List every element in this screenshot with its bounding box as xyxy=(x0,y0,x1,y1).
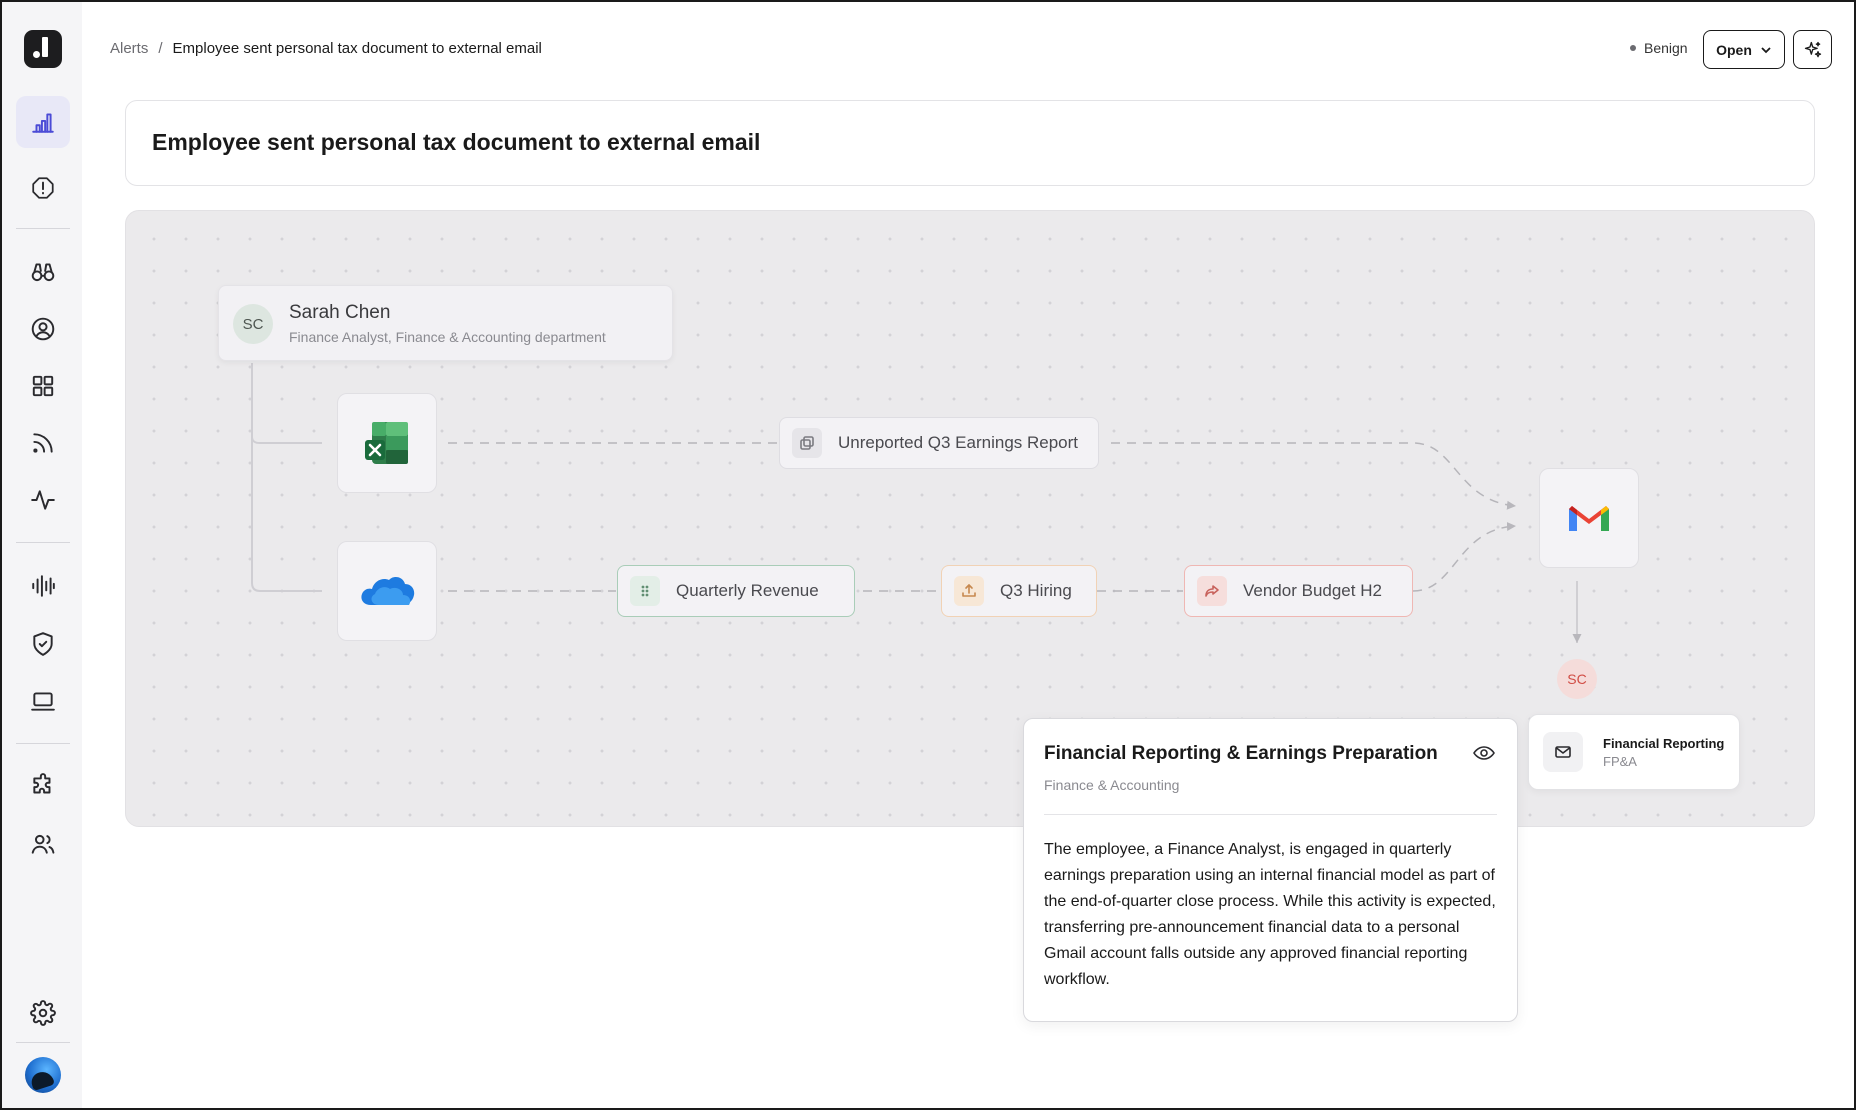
excel-icon xyxy=(362,418,412,468)
activity-detail-panel xyxy=(1023,718,1518,1022)
nav-separator xyxy=(16,1042,70,1043)
nav-separator xyxy=(16,228,70,229)
shield-check-icon xyxy=(30,631,56,657)
nav-settings[interactable] xyxy=(16,987,70,1039)
person-avatar: SC xyxy=(233,304,273,344)
eye-icon xyxy=(1472,741,1496,765)
node-vendor-icon-wrap xyxy=(1197,576,1227,606)
ai-assistant-button[interactable] xyxy=(1793,30,1832,69)
status-label: Benign xyxy=(1644,40,1688,56)
node-vendor-label: Vendor Budget H2 xyxy=(1243,581,1382,600)
rss-icon xyxy=(30,430,56,456)
breadcrumb-current: Employee sent personal tax document to external email xyxy=(172,40,542,57)
view-details-button[interactable] xyxy=(1472,741,1496,765)
gmail-app-tile[interactable] xyxy=(1539,468,1639,568)
laptop-icon xyxy=(30,688,56,714)
excel-app-tile[interactable] xyxy=(337,393,437,493)
gmail-icon xyxy=(1566,501,1612,535)
recipient-icon-wrap xyxy=(1543,732,1583,772)
node-hiring-icon-wrap xyxy=(954,576,984,606)
breadcrumb-separator: / xyxy=(158,40,163,57)
grid-icon xyxy=(30,373,56,399)
node-revenue-icon-wrap xyxy=(630,576,660,606)
nav-teams[interactable] xyxy=(16,818,70,870)
detail-title: Financial Reporting & Earnings Preparation xyxy=(1044,743,1438,764)
nav-policies[interactable] xyxy=(16,618,70,670)
alert-title-card xyxy=(125,100,1815,186)
nav-devices[interactable] xyxy=(16,675,70,727)
node-earnings-icon-wrap xyxy=(792,428,822,458)
node-hiring-label: Q3 Hiring xyxy=(1000,581,1072,600)
nav-alerts[interactable] xyxy=(16,162,70,214)
upload-icon xyxy=(961,583,977,599)
nav-activity[interactable] xyxy=(16,474,70,526)
onedrive-cloud-icon xyxy=(357,571,417,611)
person-card[interactable] xyxy=(218,285,673,361)
users-icon xyxy=(30,831,56,857)
alert-circle-icon xyxy=(30,175,56,201)
person-name: Sarah Chen xyxy=(289,302,391,323)
recipient-name: Financial Reporting xyxy=(1603,736,1725,751)
user-avatar[interactable] xyxy=(25,1057,61,1093)
breadcrumb-alerts-link[interactable]: Alerts xyxy=(110,40,149,57)
nav-investigate[interactable] xyxy=(16,246,70,298)
node-revenue-label: Quarterly Revenue xyxy=(676,581,819,600)
node-earnings-label: Unreported Q3 Earnings Report xyxy=(838,433,1079,452)
mail-icon xyxy=(1554,743,1572,761)
audio-waveform-icon xyxy=(30,573,56,599)
detail-body: The employee, a Finance Analyst, is engaged in quarterly earnings preparation using an internal financial model as part of the end-of-quarter close process. While this activity is expected, transferring pre-announcement financial data to a personal Gmail account falls outside any approved financial reporting workflow. xyxy=(1044,841,1496,988)
binoculars-icon xyxy=(30,259,56,285)
sc-initials-badge[interactable]: SC xyxy=(1557,659,1597,699)
open-button-label: Open xyxy=(1716,41,1752,58)
gear-icon xyxy=(30,1000,56,1026)
chevron-down-icon xyxy=(1760,44,1772,56)
nav-separator xyxy=(16,743,70,744)
detail-subtitle: Finance & Accounting xyxy=(1044,777,1180,793)
page-title: Employee sent personal tax document to external email xyxy=(152,129,761,155)
copy-icon xyxy=(799,435,815,451)
drag-handle-icon xyxy=(637,583,653,599)
puzzle-icon xyxy=(30,773,56,799)
person-role: Finance Analyst, Finance & Accounting department xyxy=(289,329,606,345)
bar-chart-icon xyxy=(30,109,56,135)
sidebar xyxy=(2,2,82,1108)
node-quarterly-revenue[interactable] xyxy=(617,565,855,617)
node-vendor-budget[interactable] xyxy=(1184,565,1413,617)
nav-separator xyxy=(16,542,70,543)
nav-users[interactable] xyxy=(16,303,70,355)
node-q3-hiring[interactable] xyxy=(941,565,1097,617)
node-earnings-report[interactable] xyxy=(779,417,1099,469)
open-status-dropdown[interactable] xyxy=(1703,30,1785,69)
user-circle-icon xyxy=(30,316,56,342)
status-badge xyxy=(1630,40,1688,56)
nav-feeds[interactable] xyxy=(16,417,70,469)
recipient-card[interactable] xyxy=(1528,714,1740,790)
detail-divider xyxy=(1044,814,1497,815)
status-dot-icon xyxy=(1630,45,1636,51)
nav-apps[interactable] xyxy=(16,360,70,412)
nav-integrations[interactable] xyxy=(16,760,70,812)
activity-icon xyxy=(30,487,56,513)
nav-dashboard[interactable] xyxy=(16,96,70,148)
sparkle-icon xyxy=(1803,40,1823,60)
onedrive-app-tile[interactable] xyxy=(337,541,437,641)
recipient-sub: FP&A xyxy=(1603,754,1637,769)
app-logo[interactable] xyxy=(24,30,62,68)
nav-signals[interactable] xyxy=(16,560,70,612)
breadcrumb xyxy=(110,40,542,57)
share-forward-icon xyxy=(1204,583,1220,599)
